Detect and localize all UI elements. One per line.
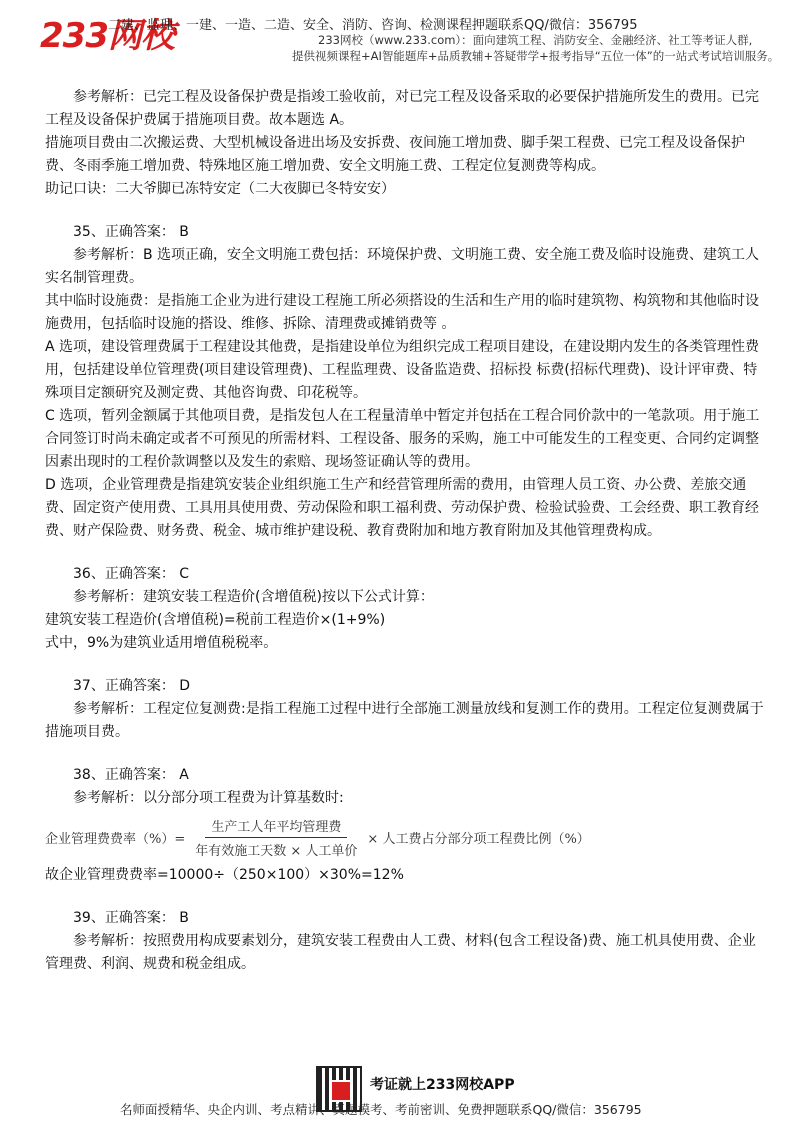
header-intro-line: 233网校（www.233.com）：面向建筑工程、消防安全、金融经济、社工等考证人群, <box>318 33 753 47</box>
page-footer <box>0 1060 800 1131</box>
q35-analysis: 参考解析：B 选项正确，安全文明施工费包括：环境保护费、文明施工费、安全施工费及临时设施费、建筑工人实名制管理费。 <box>45 247 760 286</box>
q35-option-a: A 选项，建设管理费属于工程建设其他费，是指建设单位为组织完成工程项目建设，在建设期内发生的各类管理性费用，包括建设单位管理费(项目建设管理费)、工程监理费、设备监造费、招标投 标费(招标代理费)、设计评审费、特殊项目定额研究及测定费、其他咨询费、印花税等。 <box>45 339 760 401</box>
q38-analysis: 参考解析：以分部分项工程费为计算基数时: <box>73 790 344 806</box>
formula-numerator: 生产工人年平均管理费 <box>205 816 347 838</box>
header-service-line: 提供视频课程+AI智能题库+品质教辅+答疑带学+报考指导“五位一体”的一站式考试培训服务。 <box>292 49 780 63</box>
q36-note: 式中，9%为建筑业适用增值税税率。 <box>45 635 278 651</box>
footer-app-title: 考证就上233网校APP <box>370 1077 515 1093</box>
q35-option-d: D 选项，企业管理费是指建筑安装企业组织施工生产和经营管理所需的费用，由管理人员工资、办公费、差旅交通费、固定资产使用费、工具用具使用费、劳动保险和职工福利费、劳动保护费、检验试验费、工会经费、职工教育经费、财产保险费、财务费、税金、城市维护建设税、教育费附加和地方教育附加及其他管理费构成。 <box>45 477 759 539</box>
q36-answer: 36、正确答案： C <box>73 566 190 582</box>
q37-answer: 37、正确答案： D <box>73 678 191 694</box>
q36-analysis: 参考解析：建筑安装工程造价(含增值税)按以下公式计算： <box>73 589 434 605</box>
q39-answer: 39、正确答案： B <box>73 910 189 926</box>
q34-detail: 措施项目费由二次搬运费、大型机械设备进出场及安拆费、夜间施工增加费、脚手架工程费、已完工程及设备保护费、冬雨季施工增加费、特殊地区施工增加费、安全文明施工费、工程定位复测费等构成。 <box>45 135 745 174</box>
q37-analysis: 参考解析：工程定位复测费:是指工程施工过程中进行全部施工测量放线和复测工作的费用。工程定位复测费属于措施项目费。 <box>45 701 764 740</box>
q34-mnemonic: 助记口诀：二大爷脚已冻特安定（二大夜脚已冬特安安） <box>45 181 395 197</box>
answer-content <box>45 86 765 976</box>
brand-logo: 233网校 <box>40 16 174 56</box>
footer-contact-line: 名师面授精华、央企内训、考点精讲、真题模考、考前密训、免费押题联系QQ/微信：356795 <box>120 1102 642 1117</box>
formula-left: 企业管理费费率（%）= <box>45 831 186 847</box>
q35-option-c: C 选项，暂列金额属于其他项目费，是指发包人在工程量清单中暂定并包括在工程合同价款中的一笔款项。用于施工合同签订时尚未确定或者不可预见的所需材料、工程设备、服务的采购，施工中可能发生的工程变更、合同约定调整因素出现时的工程价款调整以及发生的索赔、现场签证确认等的费用。 <box>45 408 760 470</box>
q38-answer: 38、正确答案： A <box>73 767 189 783</box>
management-fee-formula <box>45 812 765 862</box>
page-header <box>0 0 800 70</box>
formula-right: × 人工费占分部分项工程费比例（%） <box>367 831 590 847</box>
formula-fraction <box>189 816 363 859</box>
header-contact-line: 二建、监理、一建、一造、二造、安全、消防、咨询、检测课程押题联系QQ/微信：356795 <box>108 18 638 33</box>
q35-answer: 35、正确答案： B <box>73 224 189 240</box>
q38-calculation: 故企业管理费费率=10000÷（250×100）×30%=12% <box>45 867 404 883</box>
formula-denominator: 年有效施工天数 × 人工单价 <box>195 843 358 859</box>
q35-temporary-facilities: 其中临时设施费：是指施工企业为进行建设工程施工所必须搭设的生活和生产用的临时建筑物、构筑物和其他临时设施费用，包括临时设施的搭设、维修、拆除、清理费或摊销费等 。 <box>45 293 759 332</box>
q39-analysis: 参考解析：按照费用构成要素划分，建筑安装工程费由人工费、材料(包含工程设备)费、施工机具使用费、企业管理费、利润、规费和税金组成。 <box>45 933 756 972</box>
q34-analysis: 参考解析：已完工程及设备保护费是指竣工验收前，对已完工程及设备采取的必要保护措施所发生的费用。已完工程及设备保护费属于措施项目费。故本题选 A。 <box>45 89 759 128</box>
q36-formula: 建筑安装工程造价(含增值税)=税前工程造价×(1+9%) <box>45 612 386 628</box>
